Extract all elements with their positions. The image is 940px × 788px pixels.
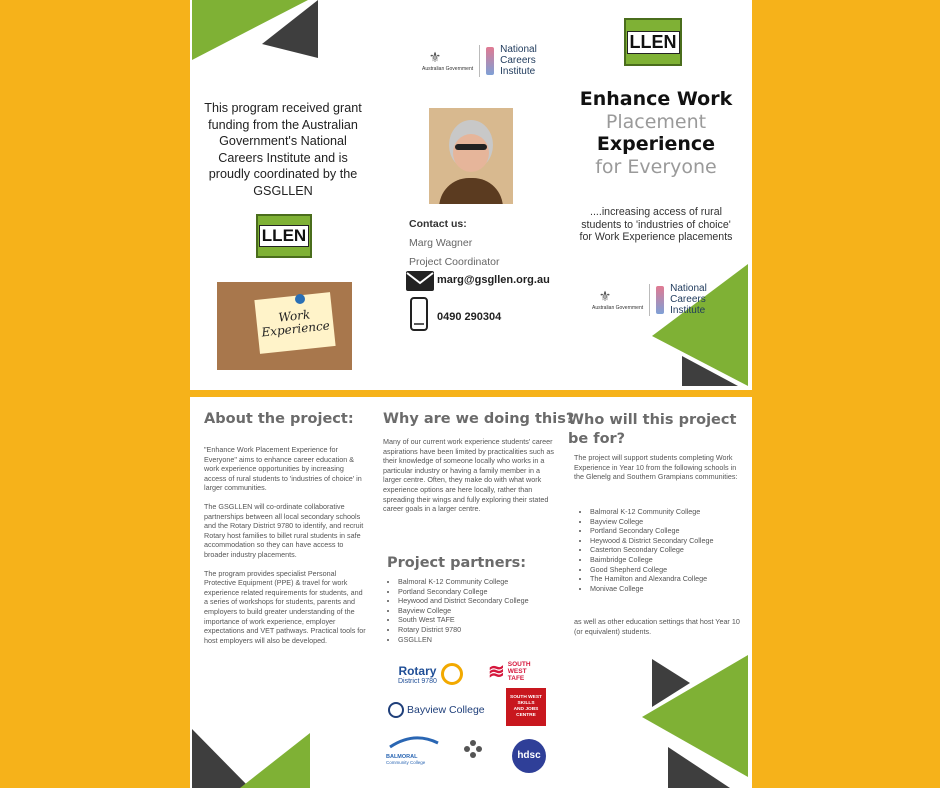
list-item: • Monivae College — [590, 584, 746, 594]
crest-icon: ⚜ — [598, 288, 612, 304]
work-experience-image — [217, 282, 352, 370]
dark-triangle — [192, 729, 250, 788]
why-heading: Why are we doing this? — [383, 411, 575, 427]
list-item: • Balmoral K-12 Community College — [590, 507, 746, 517]
crest-icon: ⚜ — [428, 49, 442, 65]
government-logo: ⚜ Australian Government National Careers Institute — [422, 44, 546, 77]
hdsc-logo: hdsc — [512, 739, 546, 773]
why-body: Many of our current work experience students' career aspirations have been limited by practicalities such as their knowledge of someone locally who works in a particular industry or having a family member in a larger centre. Often, they make do with what work experience options are here locally, rather than spreading their wings and fully exploring their stated career goals in a larger centre. — [383, 437, 554, 514]
mail-icon — [405, 270, 435, 292]
list-item: • Portland Secondary College — [590, 526, 746, 536]
skills-jobs-logo: SOUTH WEST SKILLS AND JOBS CENTRE — [506, 688, 546, 726]
list-item: • GSGLLEN — [398, 635, 562, 645]
nci-mark-icon — [486, 47, 494, 75]
who-outro: as well as other education settings that host Year 10 (or equivalent) students. — [574, 617, 740, 636]
list-item: • Casterton Secondary College — [590, 545, 746, 555]
who-list — [578, 507, 746, 593]
green-triangle — [240, 733, 310, 788]
grant-text: This program received grant funding from the Australian Government's National Careers Institute and is proudly coordinated by the GSGLLEN — [204, 101, 362, 198]
list-item: • Heywood & District Secondary College — [590, 536, 746, 546]
who-heading: Who will this project be for? — [568, 412, 737, 447]
list-item: • Rotary District 9780 — [398, 625, 562, 635]
list-item: • Good Shepherd College — [590, 565, 746, 575]
tafe-mark-icon: ≋ — [488, 660, 505, 683]
list-item: • South West TAFE — [398, 615, 562, 625]
list-item: • Heywood and District Secondary College — [398, 596, 562, 606]
contact-name: Marg Wagner — [409, 237, 473, 249]
rotary-wheel-icon — [441, 663, 463, 685]
brochure-tagline: ....increasing access of rural students to 'industries of choice' for Work Experience placements — [579, 206, 733, 244]
brochure-title: Enhance Work Placement Experience for Everyone — [579, 88, 733, 178]
bayview-logo: Bayview College — [388, 699, 492, 721]
phone-icon — [409, 297, 429, 331]
school-crest-icon — [460, 737, 486, 759]
bayview-crest-icon — [388, 702, 404, 718]
tafe-logo: ≋ SOUTH WEST TAFE — [488, 660, 531, 683]
nci-mark-icon — [656, 286, 664, 314]
partners-heading: Project partners: — [387, 555, 527, 571]
contact-role: Project Coordinator — [409, 256, 500, 268]
government-logo: ⚜ Australian Government National Careers Institute — [592, 283, 716, 316]
nci-label: National Careers Institute — [670, 283, 707, 316]
llen-logo: LLEN — [256, 214, 312, 258]
rotary-logo: Rotary District 9780 — [398, 659, 468, 689]
coordinator-photo — [429, 108, 513, 204]
work-experience-note: Work Experience — [254, 292, 335, 354]
balmoral-logo: BALMORAL Community College — [386, 733, 442, 769]
llen-logo: LLEN — [624, 18, 682, 66]
about-heading: About the project: — [204, 411, 354, 427]
contact-email[interactable]: marg@gsgllen.org.au — [437, 274, 550, 286]
who-intro: The project will support students completing Work Experience in Year 10 from the following schools in the Glenelg and Southern Grampians communities: — [574, 453, 738, 482]
list-item: • Bayview College — [398, 606, 562, 616]
brochure-inside-sheet — [190, 397, 752, 788]
about-body: "Enhance Work Placement Experience for Everyone" aims to enhance career education & work experience opportunities by increasing access of rural students to 'industries of choice' in larger communities. The GSGLLEN will co-ordinate collaborative partnerships between all local secondary schools and the Rotary District 9780 to identify, and recruit Rotary host families to billet rural students in safe accommodation so they can have access to broader industry placements. The program provides specialist Personal Protective Equipment (PPE) & travel for work experience related requirements for students, and a series of workshops for students, parents and employers to build greater understanding of the importance of work experience, employer expectations and VET pathways. Practical tools for host employers will also be developed. — [204, 445, 366, 645]
nci-label: National Careers Institute — [500, 44, 537, 77]
list-item: • Portland Secondary College — [398, 587, 562, 597]
list-item: • The Hamilton and Alexandra College — [590, 574, 746, 584]
list-item: • Baimbridge College — [590, 555, 746, 565]
partners-list — [386, 577, 562, 644]
contact-heading: Contact us: — [409, 218, 467, 230]
brochure-front-sheet — [190, 0, 752, 390]
list-item: • Balmoral K-12 Community College — [398, 577, 562, 587]
contact-phone[interactable]: 0490 290304 — [437, 311, 502, 323]
pin-icon — [295, 294, 305, 304]
list-item: • Bayview College — [590, 517, 746, 527]
